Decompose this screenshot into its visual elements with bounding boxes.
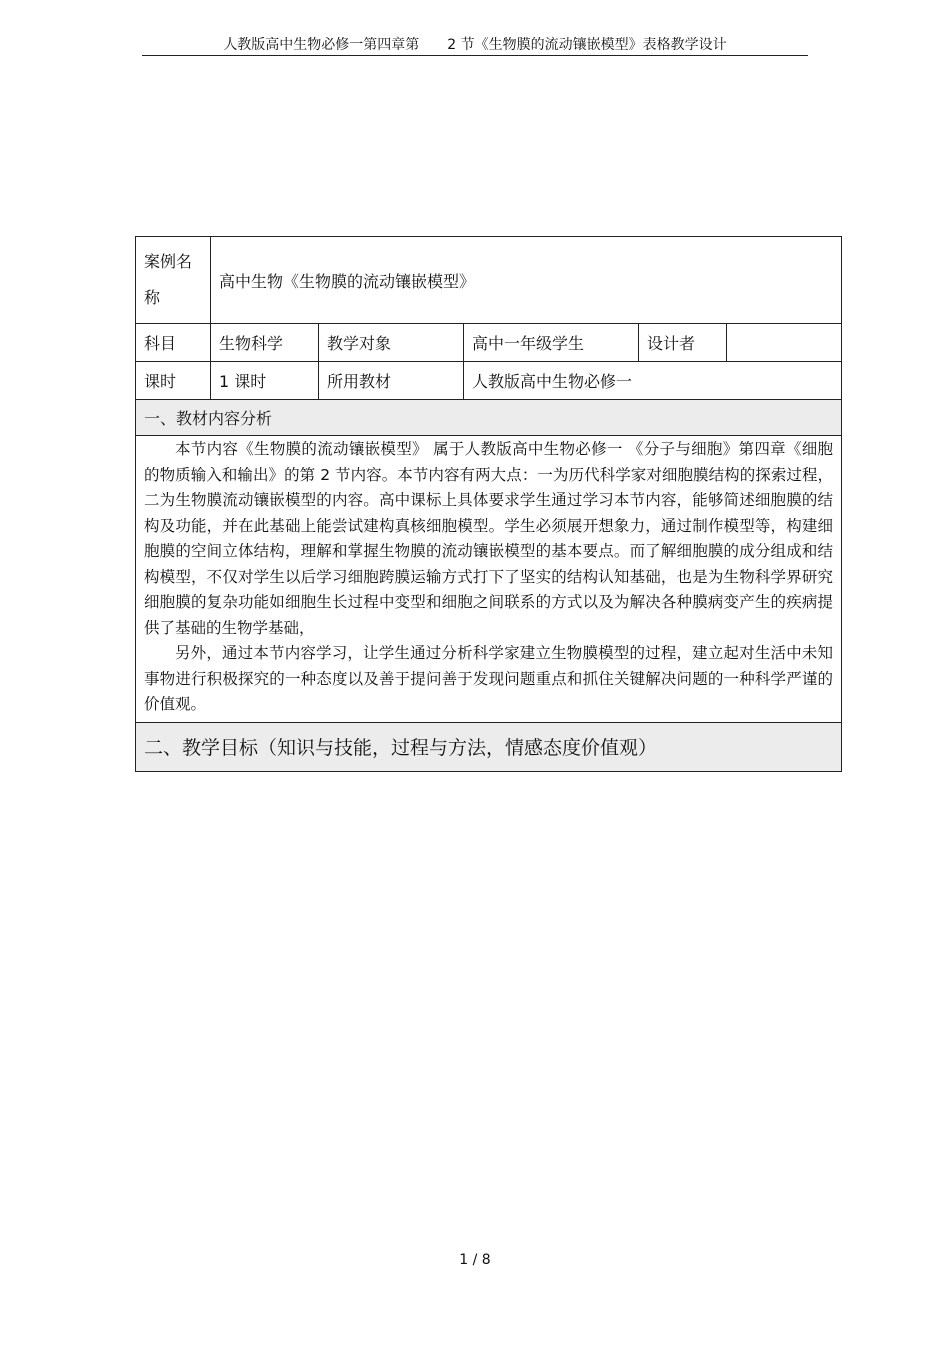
lesson-plan-table <box>135 236 842 772</box>
page-number: 1 / 8 <box>459 1252 491 1268</box>
section1-paragraph: 另外，通过本节内容学习，让学生通过分析科学家建立生物膜模型的过程，建立起对生活中未知事物进行积极探究的一种态度以及善于提问善于发现问题重点和抓住关键解决问题的一种科学严谨的价值观。 <box>144 644 834 713</box>
section2-title: 二、教学目标（知识与技能，过程与方法，情感态度价值观） <box>136 722 842 771</box>
case-label: 案例名称 <box>144 252 193 307</box>
case-label-cell <box>136 237 211 324</box>
case-value-cell <box>211 237 842 324</box>
designer-value <box>727 324 842 362</box>
textbook-value: 人教版高中生物必修一 <box>464 362 842 400</box>
audience-value: 高中一年级学生 <box>464 324 639 362</box>
period-label: 课时 <box>136 362 211 400</box>
subject-value: 生物科学 <box>211 324 319 362</box>
section1-title: 一、教材内容分析 <box>136 400 842 436</box>
designer-label: 设计者 <box>639 324 727 362</box>
section1-content-row <box>136 436 842 723</box>
subject-row <box>136 324 842 362</box>
audience-label: 教学对象 <box>319 324 464 362</box>
header-rule <box>142 55 808 56</box>
period-row <box>136 362 842 400</box>
subject-label: 科目 <box>136 324 211 362</box>
section1-content <box>136 436 842 723</box>
case-value: 高中生物《生物膜的流动镶嵌模型》 <box>219 271 476 291</box>
case-row <box>136 237 842 324</box>
period-value: 1 课时 <box>211 362 319 400</box>
section1-paragraph: 本节内容《生物膜的流动镶嵌模型》 属于人教版高中生物必修一 《分子与细胞》第四章《细胞的物质输入和输出》的第 2 节内容。本节内容有两大点：一为历代科学家对细胞膜结构的探索过程，二为生物膜流动镶嵌模型的内容。高中课标上具体要求学生通过学习本节内容，能够简述细胞膜的结构及功能，并在此基础上能尝试建构真核细胞模型。学生必须展开想象力，通过制作模型等，构建细胞膜的空间立体结构，理解和掌握生物膜的流动镶嵌模型的基本要点。而了解细胞膜的成分组成和结构模型，不仅对学生以后学习细胞跨膜运输方式打下了坚实的结构认知基础，也是为生物科学界研究细胞膜的复杂功能如细胞生长过程中变型和细胞之间联系的方式以及为解决各种膜病变产生的疾病提供了基础的生物学基础， <box>144 440 834 637</box>
textbook-label: 所用教材 <box>319 362 464 400</box>
section2-header-row <box>136 722 842 771</box>
page-header: 人教版高中生物必修一第四章第 2 节《生物膜的流动镶嵌模型》表格教学设计 <box>223 37 727 53</box>
section1-header-row <box>136 400 842 436</box>
